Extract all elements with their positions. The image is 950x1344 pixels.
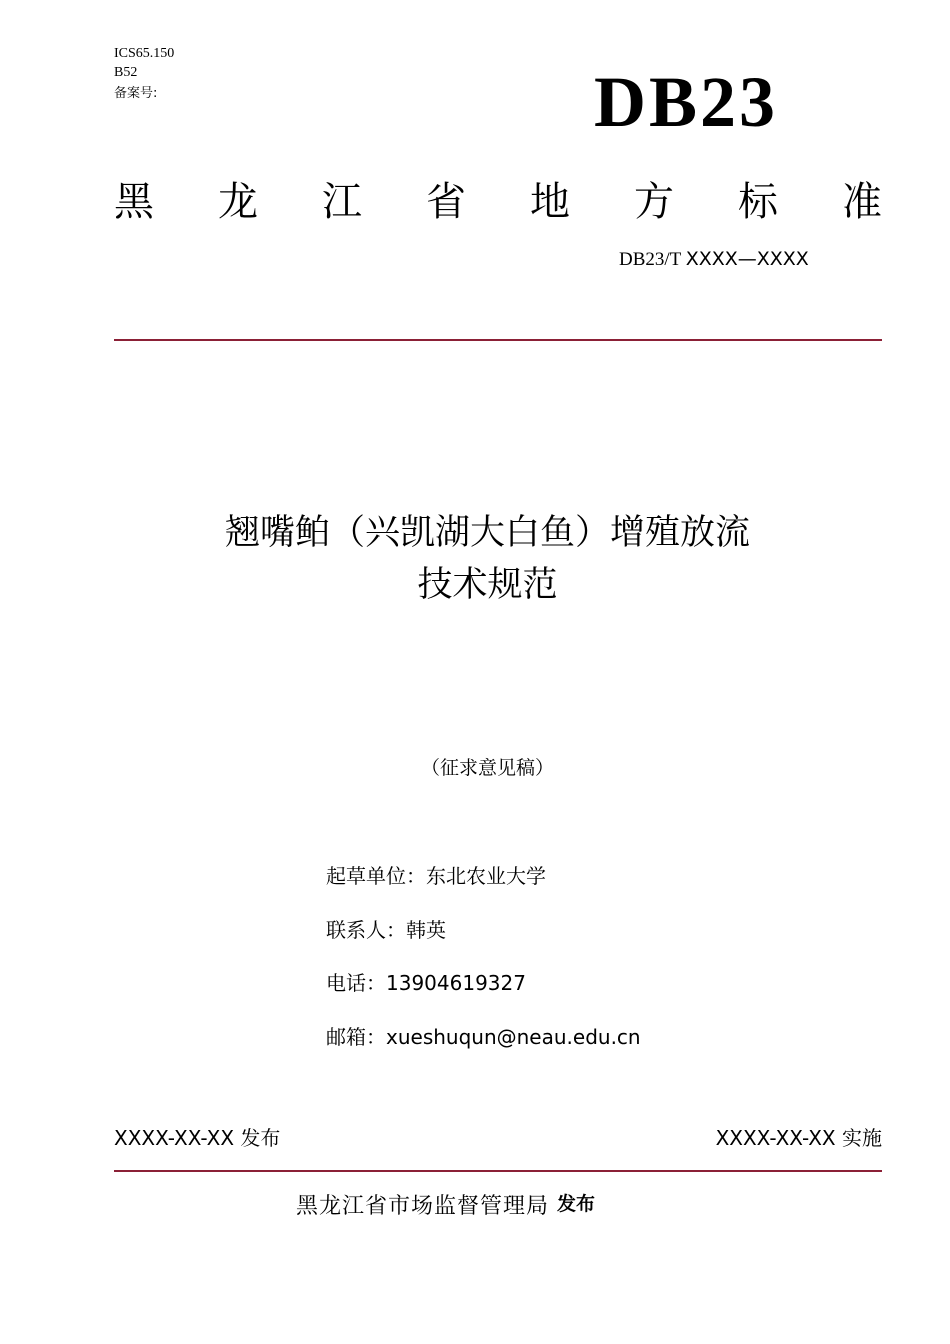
standard-number-prefix: DB23/T bbox=[619, 249, 681, 270]
standard-number-value: XXXX—XXXX bbox=[685, 248, 809, 270]
ics-code: ICS65.150 bbox=[114, 46, 175, 61]
drafting-unit: 起草单位：东北农业大学 bbox=[326, 864, 546, 888]
standard-title-char: 黑 bbox=[114, 179, 154, 225]
standard-title-char: 标 bbox=[738, 179, 778, 225]
draft-status: （征求意见稿） bbox=[420, 757, 554, 779]
document-title-line1: 翘嘴鲌（兴凯湖大白鱼）增殖放流 bbox=[224, 513, 750, 553]
contact-phone: 电话：13904619327 bbox=[326, 971, 526, 995]
bottom-divider bbox=[114, 1170, 882, 1172]
record-number-label: 备案号: bbox=[114, 86, 158, 101]
standard-title-char: 江 bbox=[322, 179, 362, 225]
standard-number bbox=[619, 246, 809, 273]
contact-person: 联系人：韩英 bbox=[326, 918, 446, 942]
publisher-name: 黑龙江省市场监督管理局 bbox=[296, 1194, 550, 1219]
top-divider bbox=[114, 339, 882, 341]
standard-title bbox=[114, 172, 882, 232]
contact-email: 邮箱：xueshuqun@neau.edu.cn bbox=[326, 1025, 641, 1049]
standard-title-char: 龙 bbox=[218, 179, 258, 225]
publisher bbox=[296, 1191, 595, 1223]
standard-title-char: 省 bbox=[426, 179, 466, 225]
standard-title-char: 准 bbox=[842, 179, 882, 225]
standard-title-char: 方 bbox=[634, 179, 674, 225]
publisher-suffix: 发布 bbox=[557, 1193, 596, 1215]
standard-code: DB23 bbox=[594, 62, 779, 142]
document-title-line2: 技术规范 bbox=[417, 565, 558, 605]
effective-date: XXXX-XX-XX 实施 bbox=[715, 1126, 882, 1150]
release-date: XXXX-XX-XX 发布 bbox=[114, 1126, 281, 1150]
standard-title-char: 地 bbox=[530, 179, 570, 225]
classification-code: B52 bbox=[114, 65, 138, 80]
